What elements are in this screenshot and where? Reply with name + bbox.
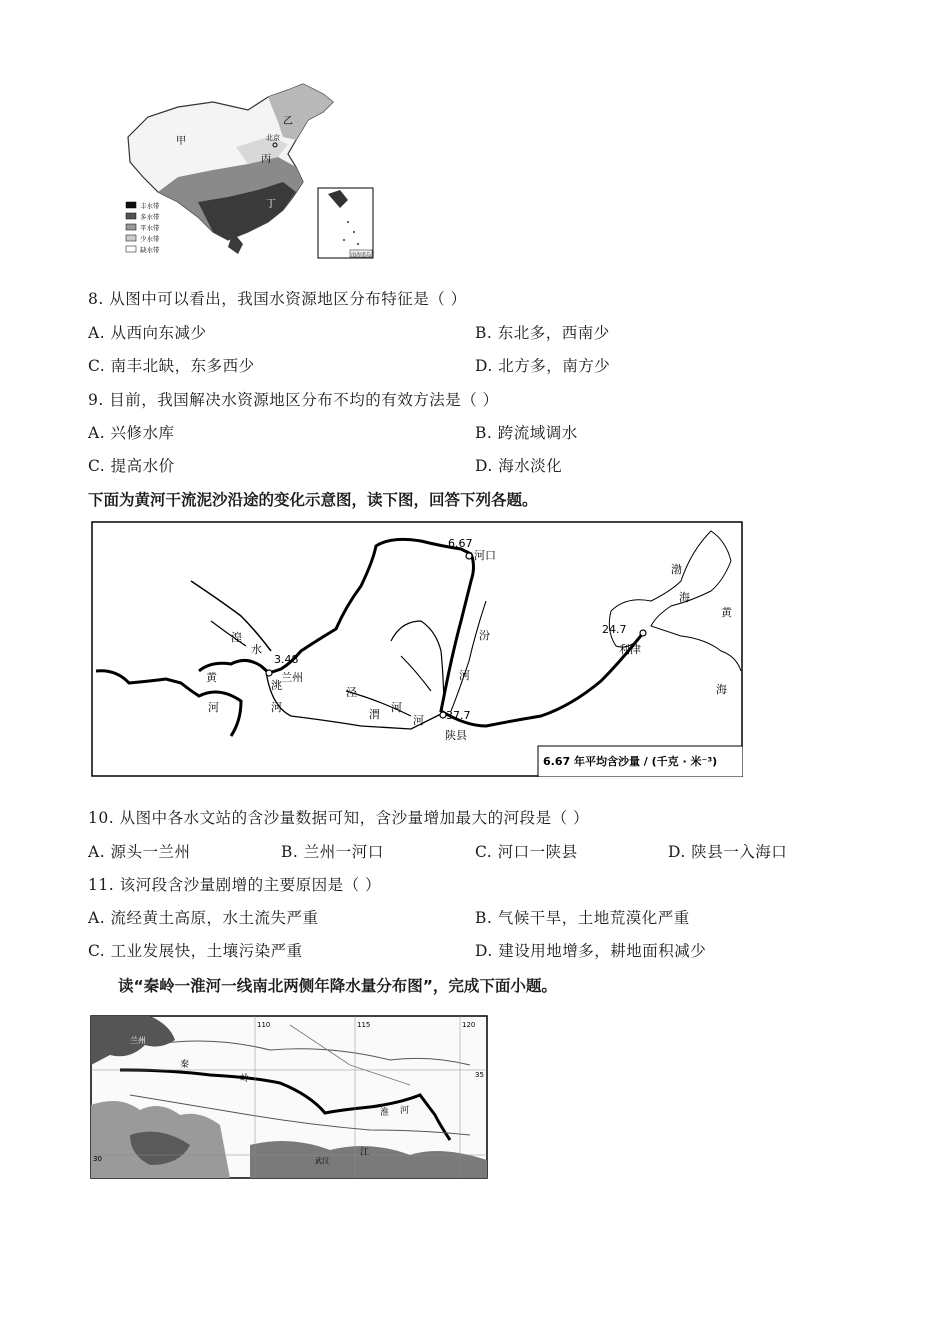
map-label: 秦 bbox=[180, 1060, 190, 1070]
place-lijin: 利津 bbox=[619, 643, 641, 656]
section-intro-yellow-river: 下面为黄河干流泥沙沿途的变化示意图，读下图，回答下列各题。 bbox=[88, 491, 538, 509]
river-label: 河 bbox=[271, 701, 282, 714]
value-lanzhou: 3.48 bbox=[274, 653, 299, 666]
q8-option-b[interactable]: B. 东北多，西南少 bbox=[475, 324, 610, 342]
q9-option-d[interactable]: D. 海水淡化 bbox=[475, 457, 563, 475]
value-shanxian: 37.7 bbox=[446, 709, 471, 722]
river-label: 汾 bbox=[479, 629, 490, 642]
sediment-legend: 6.67 年平均含沙量 / (千克 · 米⁻³) bbox=[543, 755, 718, 768]
q10-option-b[interactable]: B. 兰州一河口 bbox=[281, 843, 384, 861]
label-jia: 甲 bbox=[176, 136, 186, 147]
city-label: 兰州 bbox=[130, 1036, 146, 1045]
sea-label: 渤 bbox=[671, 563, 682, 576]
q8-option-d[interactable]: D. 北方多，南方少 bbox=[475, 357, 611, 375]
legend-item: 平水带 bbox=[140, 224, 160, 232]
q10-option-d[interactable]: D. 陕县一入海口 bbox=[668, 843, 788, 861]
longitude-label: 110 bbox=[257, 1021, 271, 1029]
water-resource-map bbox=[118, 82, 380, 260]
qinling-huaihe-precipitation-map bbox=[90, 1015, 488, 1179]
q8-option-a[interactable]: A. 从西向东减少 bbox=[88, 324, 207, 342]
inset-caption: 南海诸岛 bbox=[351, 252, 372, 258]
section-intro-qinling-huaihe: 读“秦岭一淮河一线南北两侧年降水量分布图”，完成下面小题。 bbox=[118, 977, 557, 995]
city-label: 武汉 bbox=[315, 1157, 329, 1165]
sea-label: 黄 bbox=[721, 606, 732, 619]
sea-label: 海 bbox=[716, 683, 727, 696]
map-legend bbox=[126, 201, 160, 254]
label-yi: 乙 bbox=[283, 116, 293, 127]
map-label: 岭 bbox=[240, 1074, 250, 1084]
q9-option-b[interactable]: B. 跨流域调水 bbox=[475, 424, 578, 442]
river-label: 水 bbox=[251, 643, 262, 656]
legend-item: 缺水带 bbox=[140, 246, 160, 254]
value-lijin: 24.7 bbox=[602, 623, 627, 636]
map-label: 淮 bbox=[380, 1108, 390, 1118]
yellow-river-sediment-map bbox=[91, 521, 743, 777]
river-label: 河 bbox=[208, 701, 219, 714]
river-label: 渭 bbox=[369, 708, 380, 721]
place-lanzhou: 兰州 bbox=[281, 671, 303, 684]
q8-option-c[interactable]: C. 南丰北缺，东多西少 bbox=[88, 357, 255, 375]
sea-label: 海 bbox=[679, 591, 690, 604]
legend-item: 丰水带 bbox=[140, 202, 160, 210]
legend-item: 少水带 bbox=[140, 235, 160, 243]
river-label: 洮 bbox=[271, 679, 282, 692]
map-label: 江 bbox=[360, 1148, 370, 1158]
latitude-label: 35 bbox=[475, 1071, 484, 1079]
q9-option-a[interactable]: A. 兴修水库 bbox=[88, 424, 175, 442]
label-beijing: 北京 bbox=[266, 134, 280, 142]
q9-stem: 9. 目前，我国解决水资源地区分布不均的有效方法是（ ） bbox=[88, 391, 499, 409]
map-label: 河 bbox=[400, 1106, 410, 1116]
value-hekou: 6.67 bbox=[448, 537, 473, 550]
latitude-label: 30 bbox=[93, 1155, 102, 1163]
q10-stem: 10. 从图中各水文站的含沙量数据可知，含沙量增加最大的河段是（ ） bbox=[88, 809, 590, 827]
q11-stem: 11. 该河段含沙量剧增的主要原因是（ ） bbox=[88, 876, 382, 894]
q11-option-b[interactable]: B. 气候干旱，土地荒漠化严重 bbox=[475, 909, 690, 927]
q11-option-a[interactable]: A. 流经黄土高原，水土流失严重 bbox=[88, 909, 319, 927]
longitude-label: 120 bbox=[462, 1021, 476, 1029]
q10-option-c[interactable]: C. 河口一陕县 bbox=[475, 843, 578, 861]
q11-option-d[interactable]: D. 建设用地增多，耕地面积减少 bbox=[475, 942, 707, 960]
river-label: 泾 bbox=[346, 686, 357, 699]
place-hekou: 河口 bbox=[474, 549, 496, 562]
q8-stem: 8. 从图中可以看出，我国水资源地区分布特征是（ ） bbox=[88, 290, 467, 308]
south-china-sea-inset bbox=[318, 188, 373, 258]
river-label: 河 bbox=[391, 701, 402, 714]
river-label: 河 bbox=[413, 714, 424, 727]
q10-option-a[interactable]: A. 源头一兰州 bbox=[88, 843, 191, 861]
q11-option-c[interactable]: C. 工业发展快，土壤污染严重 bbox=[88, 942, 303, 960]
river-label: 河 bbox=[459, 669, 470, 682]
legend-item: 多水带 bbox=[140, 213, 160, 221]
river-label: 黄 bbox=[206, 671, 217, 684]
place-shanxian: 陕县 bbox=[445, 729, 467, 742]
label-bing: 丙 bbox=[261, 154, 271, 165]
longitude-label: 115 bbox=[357, 1021, 371, 1029]
river-label: 湟 bbox=[231, 631, 242, 644]
q9-option-c[interactable]: C. 提高水价 bbox=[88, 457, 175, 475]
label-ding: 丁 bbox=[266, 199, 276, 210]
